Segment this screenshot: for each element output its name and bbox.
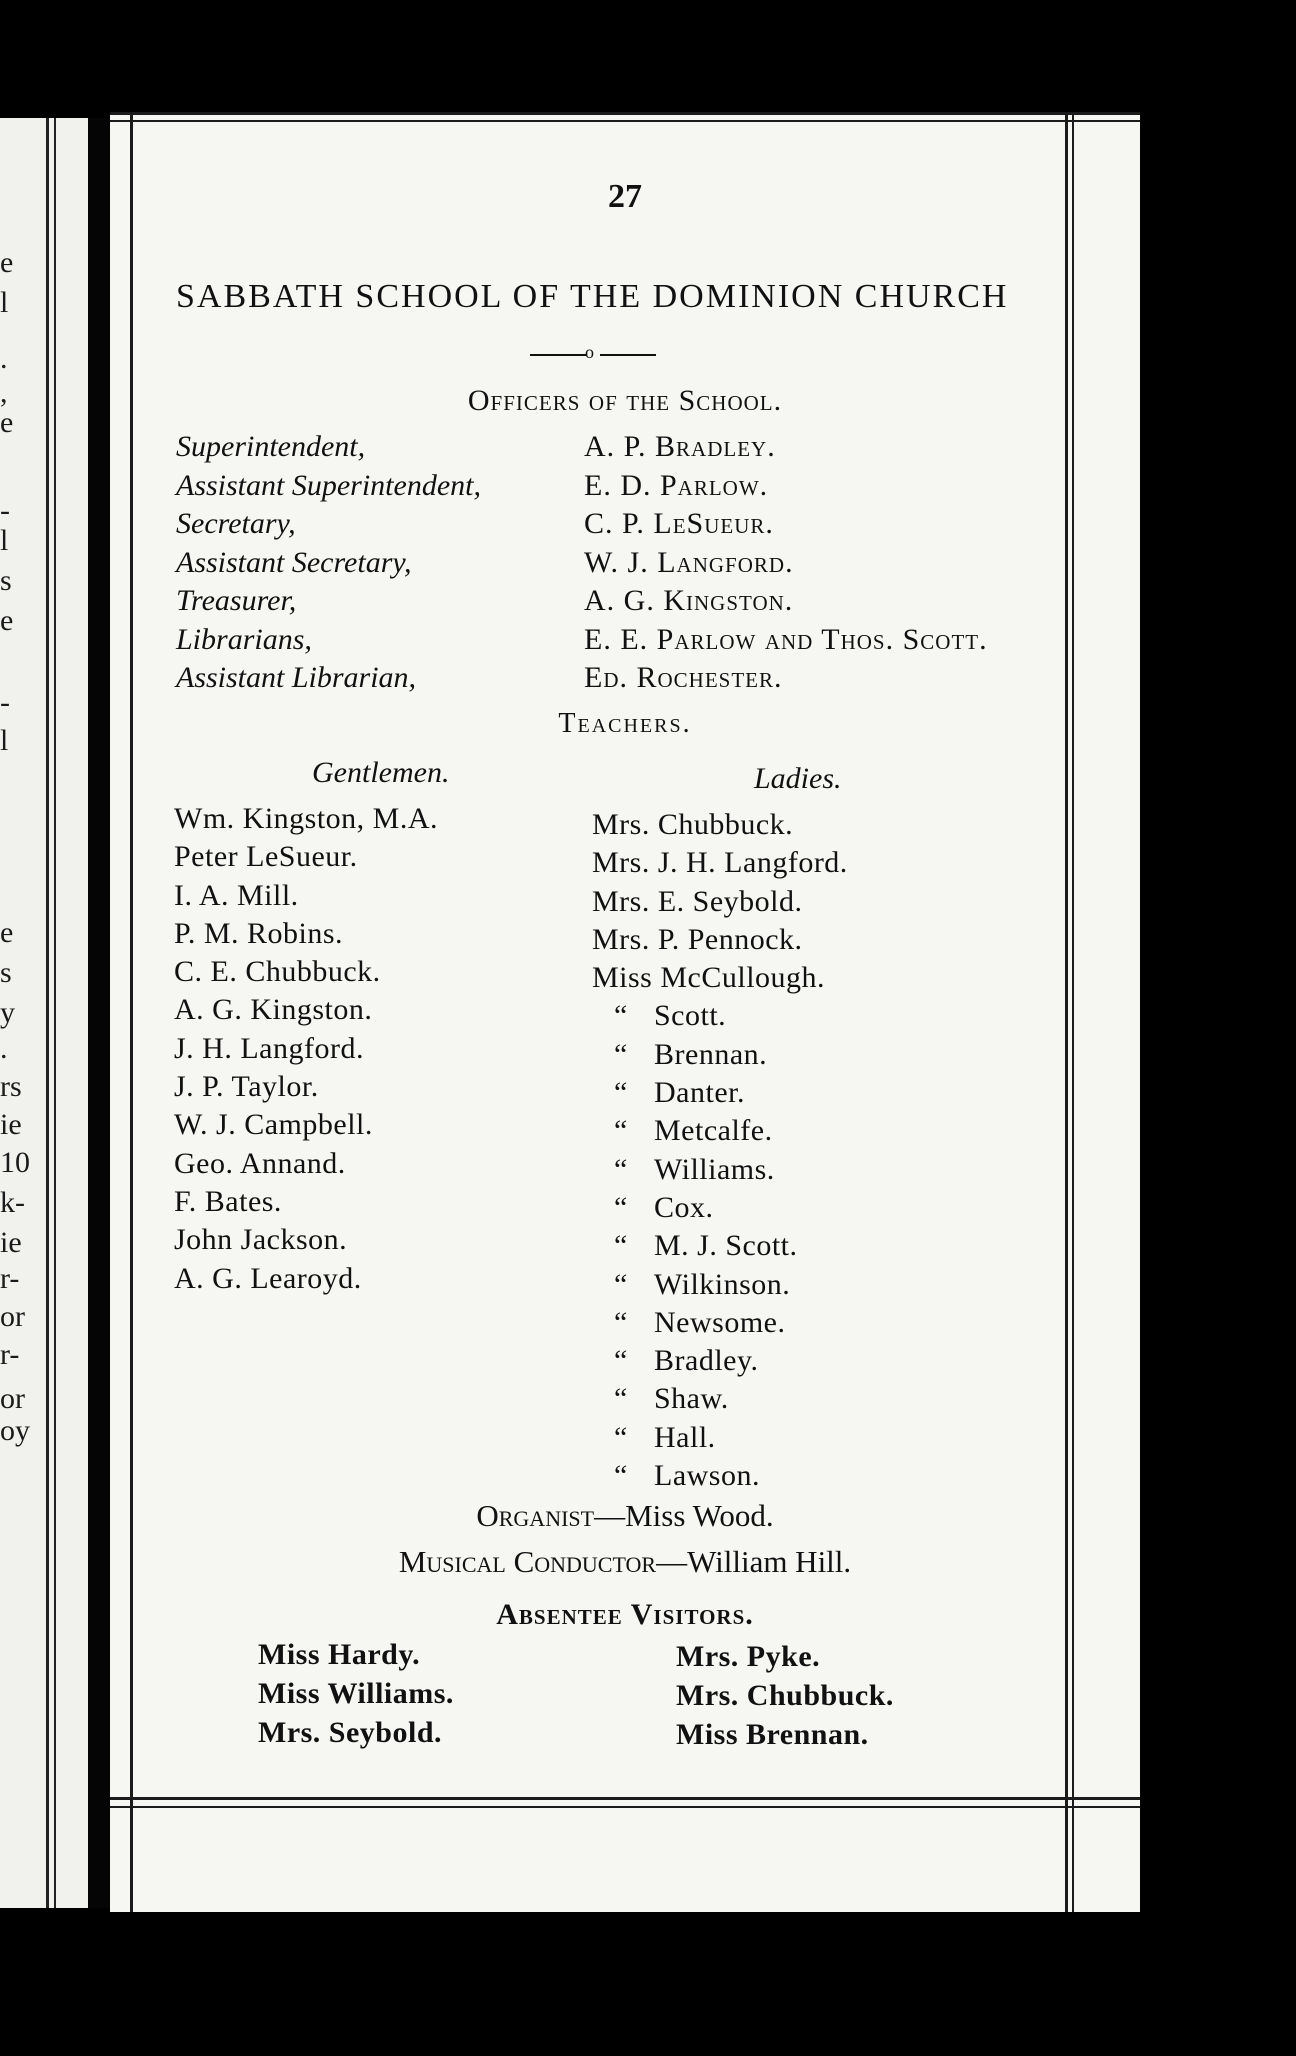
left-page-text-fragment: - <box>0 494 10 527</box>
lady-name: Bradley. <box>654 1344 759 1378</box>
left-page-text-fragment: - <box>0 686 10 719</box>
lady-teacher <box>592 1038 848 1076</box>
left-page-rule <box>54 118 56 1908</box>
lady-prefix: “ <box>614 1229 628 1263</box>
page-title: SABBATH SCHOOL OF THE DOMINION CHURCH <box>176 278 1009 315</box>
lady-name: McCullough. <box>660 961 826 995</box>
left-page-text-fragment: y <box>0 996 15 1029</box>
lady-prefix: Mrs. <box>592 808 650 841</box>
lady-teacher <box>592 1114 848 1152</box>
organist-name: Miss Wood. <box>625 1498 774 1533</box>
officer-row <box>176 623 1126 662</box>
absentee-visitor: Miss Hardy. <box>258 1638 421 1671</box>
frame-top-rule <box>110 120 1140 122</box>
officer-name: A. P. Bradley. <box>584 430 776 463</box>
lady-teacher <box>592 1076 848 1114</box>
officer-role: Assistant Librarian, <box>176 661 417 694</box>
conductor-line <box>110 1544 1140 1580</box>
left-page-text-fragment: l <box>0 524 9 557</box>
lady-teacher <box>592 846 848 884</box>
gentleman-teacher: W. J. Campbell. <box>174 1108 373 1142</box>
gentleman-teacher: J. H. Langford. <box>174 1031 364 1065</box>
lady-prefix: “ <box>614 1190 628 1224</box>
lady-teacher <box>592 1306 848 1344</box>
officer-role: Librarians, <box>176 622 312 656</box>
left-page-text-fragment: ie <box>0 1226 22 1259</box>
lady-name: Metcalfe. <box>654 1114 773 1148</box>
lady-name: J. H. Langford. <box>657 846 848 880</box>
book-gutter <box>88 118 110 1908</box>
officer-role: Superintendent, <box>176 430 366 463</box>
lady-prefix: “ <box>614 1152 628 1186</box>
lady-prefix: “ <box>614 1076 628 1110</box>
conductor-name: William Hill. <box>687 1544 852 1579</box>
gentleman-teacher: F. Bates. <box>174 1184 282 1218</box>
left-page-text-fragment: k- <box>0 1186 25 1219</box>
frame-bottom-rule <box>110 1806 1140 1808</box>
organist-label: Organist <box>476 1498 595 1533</box>
officer-role: Assistant Secretary, <box>176 545 412 579</box>
lady-prefix: “ <box>614 1344 628 1378</box>
lady-prefix: “ <box>614 1305 628 1339</box>
gentleman-teacher: Peter LeSueur. <box>174 840 358 874</box>
left-page-text-fragment: l <box>0 724 9 757</box>
organist-dash: — <box>594 1498 626 1533</box>
lady-teacher <box>592 923 848 961</box>
officer-name: E. E. Parlow and Thos. Scott. <box>584 622 988 656</box>
absentee-visitor: Mrs. Chubbuck. <box>676 1679 894 1712</box>
gentleman-teacher: A. G. Kingston. <box>174 993 373 1027</box>
absentee-right-list <box>676 1640 894 1757</box>
officer-name: C. P. LeSueur. <box>584 507 774 540</box>
lady-teacher <box>592 1191 848 1229</box>
left-page-text-fragment: . <box>0 342 8 375</box>
lady-teacher <box>592 1421 848 1459</box>
lady-teacher <box>592 808 848 846</box>
ladies-list <box>592 808 848 1497</box>
left-page-text-fragment: s <box>0 564 12 597</box>
absentee-heading: Absentee Visitors. <box>496 1598 754 1631</box>
frame-right-rule <box>1072 112 1074 1912</box>
absentee-visitor: Miss Brennan. <box>676 1718 869 1751</box>
lady-name: M. J. Scott. <box>654 1229 798 1263</box>
lady-prefix: Miss <box>592 961 653 995</box>
left-page-text-fragment: . <box>0 1032 8 1065</box>
gentleman-teacher: C. E. Chubbuck. <box>174 955 381 989</box>
frame-left-rule <box>130 112 133 1912</box>
lady-prefix: “ <box>614 1267 628 1301</box>
left-page-text-fragment: e <box>0 406 14 439</box>
gentleman-teacher: Wm. Kingston, M.A. <box>174 802 438 835</box>
lady-name: P. Pennock. <box>657 922 803 956</box>
lady-teacher <box>592 1459 848 1497</box>
lady-prefix: “ <box>614 1114 628 1148</box>
gentleman-teacher: P. M. Robins. <box>174 916 344 950</box>
gentleman-teacher: Geo. Annand. <box>174 1146 346 1180</box>
frame-bottom-rule <box>110 1797 1140 1800</box>
left-page-text-fragment: l <box>0 286 9 319</box>
lady-prefix: “ <box>614 1459 628 1493</box>
lady-name: Chubbuck. <box>657 808 794 841</box>
officers-list <box>176 430 1126 700</box>
lady-prefix: “ <box>614 1037 628 1071</box>
left-page-text-fragment: e <box>0 246 14 279</box>
gentleman-teacher: John Jackson. <box>174 1223 348 1257</box>
left-page-text-fragment: r- <box>0 1338 20 1371</box>
left-page-text-fragment: 10 <box>0 1146 30 1179</box>
divider-mark: o <box>585 342 594 362</box>
lady-name: Brennan. <box>654 1037 768 1071</box>
gentleman-teacher: A. G. Learoyd. <box>174 1261 362 1295</box>
officer-role: Secretary, <box>176 507 296 540</box>
left-page-rule <box>46 118 49 1908</box>
left-page-text-fragment: , <box>0 376 8 409</box>
officer-row <box>176 507 1126 546</box>
lady-teacher <box>592 885 848 923</box>
page-number: 27 <box>608 178 642 215</box>
officer-row <box>176 430 1126 469</box>
lady-teacher <box>592 999 848 1037</box>
lady-prefix: Mrs. <box>592 922 650 956</box>
lady-name: Scott. <box>654 999 727 1033</box>
absentee-left-list <box>258 1638 454 1755</box>
left-page-text-fragment: or <box>0 1300 25 1333</box>
gentleman-teacher: I. A. Mill. <box>174 878 299 912</box>
lady-name: Newsome. <box>654 1305 786 1339</box>
officer-name: Ed. Rochester. <box>584 661 783 694</box>
lady-name: Lawson. <box>654 1459 760 1493</box>
left-page-text-fragment: oy <box>0 1414 30 1447</box>
officer-row <box>176 546 1126 585</box>
officer-name: E. D. Parlow. <box>584 468 769 502</box>
left-page-text-fragment: s <box>0 956 12 989</box>
ladies-heading: Ladies. <box>754 762 842 795</box>
conductor-label: Musical Conductor <box>398 1544 657 1579</box>
officer-role: Assistant Superintendent, <box>176 468 481 502</box>
absentee-visitor: Mrs. Seybold. <box>258 1716 443 1749</box>
absentee-visitor: Miss Williams. <box>258 1677 454 1710</box>
officer-name: W. J. Langford. <box>584 545 794 579</box>
lady-name: E. Seybold. <box>657 884 803 918</box>
lady-prefix: “ <box>614 999 628 1033</box>
left-page-text-fragment: rs <box>0 1070 22 1103</box>
left-page-text-fragment: ie <box>0 1108 22 1141</box>
lady-teacher <box>592 1153 848 1191</box>
officer-row <box>176 661 1126 700</box>
lady-name: Wilkinson. <box>654 1267 791 1301</box>
left-page-text-fragment: r- <box>0 1262 20 1295</box>
left-page-text-fragment: or <box>0 1382 25 1415</box>
gentlemen-list <box>174 802 438 1300</box>
page <box>110 112 1140 1912</box>
lady-name: Hall. <box>654 1420 716 1454</box>
frame-right-rule <box>1065 112 1068 1912</box>
lady-prefix: “ <box>614 1382 628 1416</box>
lady-prefix: “ <box>614 1420 628 1454</box>
lady-teacher <box>592 1344 848 1382</box>
organist-line <box>110 1498 1140 1534</box>
left-page-text-fragment: e <box>0 604 14 637</box>
title-divider <box>530 342 656 366</box>
officers-heading: Officers of the School. <box>467 384 783 417</box>
lady-name: Shaw. <box>654 1382 729 1416</box>
gentleman-teacher: J. P. Taylor. <box>174 1070 319 1104</box>
absentee-visitor: Mrs. Pyke. <box>676 1640 821 1673</box>
officer-role: Treasurer, <box>176 584 297 617</box>
frame-top-rule <box>110 112 1140 115</box>
left-page-fragment <box>0 118 100 1908</box>
gentlemen-heading: Gentlemen. <box>312 756 450 789</box>
lady-prefix: Mrs. <box>592 884 650 918</box>
officer-name: A. G. Kingston. <box>584 584 794 617</box>
lady-name: Danter. <box>654 1076 745 1110</box>
officer-row <box>176 469 1126 508</box>
officer-row <box>176 584 1126 623</box>
lady-teacher <box>592 1229 848 1267</box>
conductor-dash: — <box>656 1544 688 1579</box>
lady-teacher <box>592 1382 848 1420</box>
left-page-text-fragment: e <box>0 916 14 949</box>
lady-name: Cox. <box>654 1190 714 1224</box>
lady-teacher <box>592 961 848 999</box>
lady-prefix: Mrs. <box>592 846 650 880</box>
lady-teacher <box>592 1268 848 1306</box>
teachers-heading: Teachers. <box>558 708 692 739</box>
lady-name: Williams. <box>654 1152 775 1186</box>
